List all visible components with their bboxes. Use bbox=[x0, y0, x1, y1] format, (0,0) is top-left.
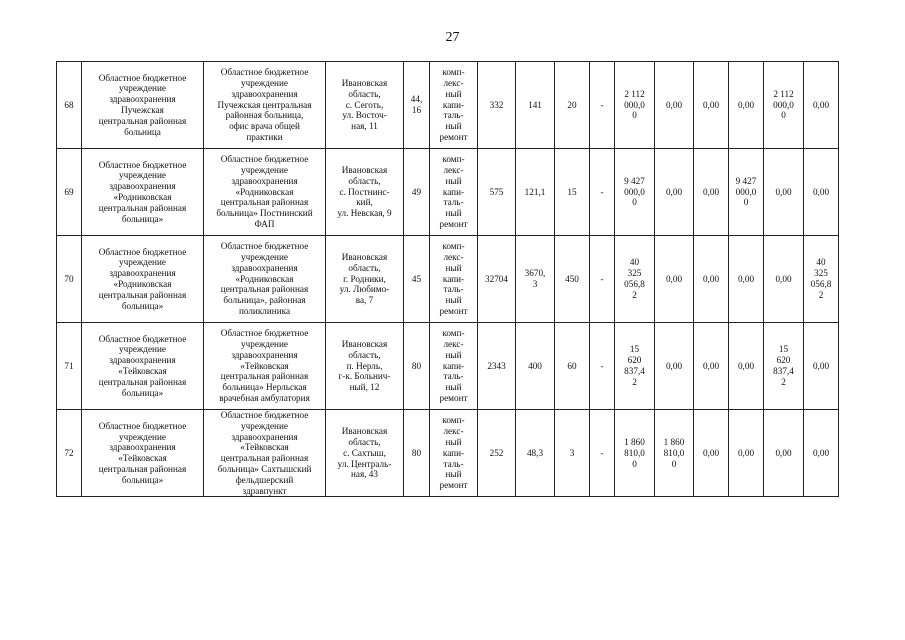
cell-text-line: 837,4 bbox=[773, 366, 794, 376]
cell-text-line: - bbox=[600, 360, 604, 371]
row-number-cell: 69 bbox=[57, 149, 82, 236]
cell-text-line: центральная районная bbox=[98, 289, 187, 300]
cell-text-line: центральная районная bbox=[98, 115, 187, 126]
cell-text-line: ный bbox=[445, 349, 462, 360]
value-cell bbox=[478, 323, 516, 410]
cell-text-line: 325 bbox=[814, 268, 828, 279]
cell-text-line: 16 bbox=[411, 105, 422, 115]
cell-text-line: 60 bbox=[567, 360, 577, 371]
cell-text-line: Областное бюджетное bbox=[220, 410, 309, 420]
cell-text-line: лекс- bbox=[443, 339, 464, 349]
recipient-cell bbox=[82, 410, 204, 497]
cell-text-line: 48,3 bbox=[526, 447, 544, 458]
cell-text-line: 0 bbox=[632, 197, 637, 208]
cell-text-line: «Родниковская bbox=[113, 279, 172, 289]
cell-text-line: центральная районная bbox=[98, 376, 187, 387]
amount-cell bbox=[764, 236, 804, 323]
cell-text-line: 2 bbox=[781, 376, 786, 387]
address-cell bbox=[326, 410, 404, 497]
capital-repair-table bbox=[56, 61, 839, 497]
value-cell bbox=[555, 323, 590, 410]
cell-text-line: 2 112 bbox=[773, 88, 794, 99]
cell-text-line: ный bbox=[445, 88, 462, 99]
cell-text-line: 2 bbox=[632, 289, 637, 300]
object-name-cell bbox=[204, 236, 326, 323]
amount-cell bbox=[655, 149, 694, 236]
cell-text-line: 3670, bbox=[524, 268, 546, 279]
cell-text-line: 3 bbox=[532, 279, 538, 289]
cell-text-line: больница» bbox=[121, 300, 164, 311]
cell-text-line: Областное бюджетное bbox=[220, 67, 309, 78]
value-cell bbox=[555, 410, 590, 497]
cell-text-line: учреждение bbox=[241, 165, 288, 175]
cell-text-line: Областное бюджетное bbox=[98, 159, 187, 170]
cell-text-line: больница» bbox=[121, 474, 164, 485]
cell-text-line: область, bbox=[348, 349, 381, 360]
cell-text-line: ул. Невская, 9 bbox=[337, 208, 392, 219]
cell-text-line: больница» bbox=[121, 387, 164, 398]
cell-text-line: 325 bbox=[627, 268, 642, 279]
cell-text-line: 575 bbox=[489, 186, 504, 197]
cell-text-line: 20 bbox=[567, 99, 577, 110]
cell-text-line: 45 bbox=[411, 273, 422, 284]
amount-cell bbox=[804, 410, 839, 497]
cell-text-line: Областное бюджетное bbox=[98, 72, 187, 83]
cell-text-line: поликлиника bbox=[238, 305, 291, 316]
cell-text-line: больница» Нерльская bbox=[222, 382, 307, 393]
cell-text-line: 2 bbox=[818, 289, 824, 300]
cell-text-line: 400 bbox=[528, 360, 542, 371]
cell-text-line: ва, 7 bbox=[355, 295, 374, 306]
cell-text-line: Областное бюджетное bbox=[98, 420, 187, 431]
value-cell bbox=[404, 62, 430, 149]
address-cell bbox=[326, 62, 404, 149]
value-cell bbox=[404, 149, 430, 236]
amount-cell bbox=[729, 149, 764, 236]
value-cell bbox=[555, 62, 590, 149]
table-row bbox=[57, 236, 839, 323]
cell-text-line: 000,0 bbox=[624, 99, 645, 110]
cell-text-line: 49 bbox=[411, 186, 422, 197]
cell-text-line: ремонт bbox=[439, 480, 468, 491]
object-name-cell bbox=[204, 410, 326, 497]
cell-text-line: ремонт bbox=[439, 392, 468, 403]
page-number: 27 bbox=[445, 30, 460, 45]
cell-text-line: 0 bbox=[743, 197, 749, 208]
cell-text-line: область, bbox=[348, 175, 381, 186]
cell-text-line: 32704 bbox=[485, 273, 508, 284]
cell-text-line: 0,00 bbox=[737, 360, 755, 371]
value-cell bbox=[516, 323, 555, 410]
cell-text-line: таль- bbox=[443, 110, 464, 121]
cell-text-line: ный bbox=[445, 382, 462, 393]
cell-text-line: ная, 43 bbox=[350, 469, 378, 480]
cell-text-line: область, bbox=[348, 88, 381, 99]
cell-text-line: 0,00 bbox=[665, 99, 683, 110]
cell-text-line: лекс- bbox=[443, 78, 464, 88]
cell-text-line: здравоохранения bbox=[231, 175, 298, 186]
cell-text-line: 2 112 bbox=[624, 88, 645, 99]
cell-text-line: таль- bbox=[443, 197, 464, 208]
work-type-cell bbox=[430, 410, 478, 497]
row-number-cell: 68 bbox=[57, 62, 82, 149]
cell-text-line: учреждение bbox=[241, 252, 288, 262]
value-cell bbox=[478, 149, 516, 236]
cell-text-line: фельдшерский bbox=[235, 474, 294, 485]
cell-text-line: здравоохранения bbox=[231, 262, 298, 273]
cell-text-line: «Родниковская bbox=[235, 273, 294, 284]
cell-text-line: 0,00 bbox=[702, 273, 720, 284]
cell-text-line: 0,00 bbox=[665, 273, 683, 284]
cell-text-line: 2 bbox=[632, 376, 637, 387]
amount-cell bbox=[655, 236, 694, 323]
cell-text-line: 80 bbox=[411, 360, 422, 371]
cell-text-line: 000,0 bbox=[735, 186, 757, 197]
cell-text-line: «Тейковская bbox=[240, 442, 289, 453]
cell-text-line: Ивановская bbox=[341, 252, 388, 262]
cell-text-line: врачебная амбулатория bbox=[219, 392, 310, 403]
cell-text-line: здравпункт bbox=[242, 485, 287, 496]
cell-text-line: г-к. Больнич- bbox=[338, 371, 391, 382]
value-cell bbox=[590, 323, 615, 410]
cell-text-line: учреждение bbox=[241, 420, 288, 431]
work-type-cell bbox=[430, 149, 478, 236]
table-row bbox=[57, 149, 839, 236]
cell-text-line: 0,00 bbox=[702, 360, 720, 371]
row-number-cell: 71 bbox=[57, 323, 82, 410]
cell-text-line: центральная районная bbox=[98, 463, 187, 474]
cell-text-line: центральная районная bbox=[220, 453, 309, 464]
recipient-cell bbox=[82, 323, 204, 410]
cell-text-line: ный bbox=[445, 295, 462, 306]
amount-cell bbox=[615, 62, 655, 149]
cell-text-line: - bbox=[600, 186, 604, 197]
cell-text-line: 450 bbox=[565, 273, 579, 284]
address-cell bbox=[326, 236, 404, 323]
cell-text-line: «Тейковская bbox=[118, 366, 167, 376]
value-cell bbox=[478, 236, 516, 323]
cell-text-line: комп- bbox=[442, 328, 465, 339]
cell-text-line: Пучежская bbox=[121, 105, 164, 115]
cell-text-line: центральная районная bbox=[220, 197, 309, 208]
cell-text-line: практики bbox=[246, 131, 283, 142]
table-row bbox=[57, 410, 839, 497]
cell-text-line: здравоохранения bbox=[231, 431, 298, 442]
table-body bbox=[57, 62, 839, 497]
value-cell bbox=[516, 62, 555, 149]
cell-text-line: 0 bbox=[632, 110, 637, 121]
amount-cell bbox=[729, 323, 764, 410]
cell-text-line: здравоохранения bbox=[109, 181, 176, 192]
recipient-cell bbox=[82, 62, 204, 149]
cell-text-line: ремонт bbox=[439, 218, 468, 229]
cell-text-line: г. Родники, bbox=[343, 273, 386, 284]
cell-text-line: 0,00 bbox=[702, 186, 720, 197]
cell-text-line: центральная районная bbox=[98, 202, 187, 213]
cell-text-line: 0,00 bbox=[737, 99, 755, 110]
amount-cell bbox=[804, 323, 839, 410]
cell-text-line: 810,0 bbox=[663, 447, 685, 458]
cell-text-line: 0,00 bbox=[775, 447, 792, 458]
cell-text-line: 0,00 bbox=[812, 447, 830, 458]
cell-text-line: капи- bbox=[442, 99, 465, 110]
work-type-cell bbox=[430, 62, 478, 149]
cell-text-line: «Тейковская bbox=[240, 360, 289, 371]
cell-text-line: Пучежская центральная bbox=[217, 99, 312, 110]
cell-text-line: лекс- bbox=[443, 165, 464, 175]
cell-text-line: - bbox=[600, 99, 604, 110]
cell-text-line: капи- bbox=[442, 186, 465, 197]
cell-text-line: 620 bbox=[627, 355, 642, 366]
value-cell bbox=[516, 236, 555, 323]
recipient-cell bbox=[82, 236, 204, 323]
cell-text-line: Ивановская bbox=[341, 165, 388, 175]
cell-text-line: 810,0 bbox=[624, 447, 645, 458]
amount-cell bbox=[694, 62, 729, 149]
cell-text-line: 0,00 bbox=[812, 360, 830, 371]
cell-text-line: 620 bbox=[776, 355, 791, 366]
value-cell bbox=[555, 149, 590, 236]
cell-text-line: кий, bbox=[356, 197, 373, 208]
amount-cell bbox=[655, 62, 694, 149]
work-type-cell bbox=[430, 236, 478, 323]
cell-text-line: здравоохранения bbox=[109, 355, 176, 366]
cell-text-line: ный bbox=[445, 469, 462, 480]
cell-text-line: 0,00 bbox=[812, 186, 830, 197]
cell-text-line: Областное бюджетное bbox=[220, 154, 309, 165]
object-name-cell bbox=[204, 62, 326, 149]
cell-text-line: ная, 11 bbox=[351, 121, 378, 132]
cell-text-line: «Родниковская bbox=[113, 192, 172, 202]
amount-cell bbox=[694, 410, 729, 497]
amount-cell bbox=[804, 62, 839, 149]
value-cell bbox=[590, 62, 615, 149]
amount-cell bbox=[655, 323, 694, 410]
cell-text-line: 0,00 bbox=[702, 447, 720, 458]
cell-text-line: 9 427 bbox=[735, 175, 757, 186]
cell-text-line: ул. Централь- bbox=[337, 458, 392, 469]
cell-text-line: 1 860 bbox=[663, 436, 685, 447]
cell-text-line: ул. Восточ- bbox=[342, 110, 387, 121]
cell-text-line: 252 bbox=[489, 447, 504, 458]
cell-text-line: районная больница, bbox=[225, 110, 304, 121]
address-cell bbox=[326, 149, 404, 236]
cell-text-line: ный bbox=[445, 175, 462, 186]
cell-text-line: 9 427 bbox=[624, 175, 645, 186]
cell-text-line: 0,00 bbox=[737, 447, 755, 458]
amount-cell bbox=[615, 410, 655, 497]
value-cell bbox=[555, 236, 590, 323]
cell-text-line: 000,0 bbox=[624, 186, 645, 197]
cell-text-line: Областное бюджетное bbox=[220, 241, 309, 252]
cell-text-line: здравоохранения bbox=[109, 94, 176, 105]
cell-text-line: офис врача общей bbox=[229, 121, 300, 132]
cell-text-line: 15 bbox=[567, 186, 577, 197]
cell-text-line: комп- bbox=[442, 67, 465, 78]
cell-text-line: лекс- bbox=[443, 252, 464, 262]
cell-text-line: здравоохранения bbox=[109, 442, 176, 453]
cell-text-line: 0,00 bbox=[665, 186, 683, 197]
cell-text-line: 121,1 bbox=[524, 186, 546, 197]
cell-text-line: Ивановская bbox=[341, 78, 388, 88]
cell-text-line: больница» Постнинский bbox=[216, 208, 313, 219]
cell-text-line: с. Постнинс- bbox=[339, 186, 390, 197]
value-cell bbox=[404, 410, 430, 497]
cell-text-line: ремонт bbox=[439, 305, 468, 316]
value-cell bbox=[478, 410, 516, 497]
cell-text-line: учреждение bbox=[119, 257, 166, 268]
work-type-cell bbox=[430, 323, 478, 410]
value-cell bbox=[590, 410, 615, 497]
cell-text-line: 0,00 bbox=[737, 273, 755, 284]
amount-cell bbox=[804, 149, 839, 236]
value-cell bbox=[590, 236, 615, 323]
amount-cell bbox=[764, 62, 804, 149]
cell-text-line: - bbox=[600, 273, 604, 284]
cell-text-line: капи- bbox=[442, 360, 465, 371]
cell-text-line: - bbox=[600, 447, 604, 458]
cell-text-line: ный bbox=[445, 121, 462, 132]
cell-text-line: ный bbox=[445, 208, 462, 219]
cell-text-line: ный, 12 bbox=[349, 382, 380, 393]
cell-text-line: 056,8 bbox=[810, 279, 832, 289]
cell-text-line: 80 bbox=[411, 447, 422, 458]
cell-text-line: учреждение bbox=[241, 339, 288, 349]
amount-cell bbox=[694, 149, 729, 236]
cell-text-line: ный bbox=[445, 436, 462, 447]
cell-text-line: Областное бюджетное bbox=[98, 246, 187, 257]
cell-text-line: 1 860 bbox=[624, 436, 645, 447]
value-cell bbox=[478, 62, 516, 149]
cell-text-line: «Родниковская bbox=[235, 186, 294, 197]
cell-text-line: здравоохранения bbox=[231, 349, 298, 360]
cell-text-line: 44, bbox=[410, 94, 423, 105]
cell-text-line: область, bbox=[348, 262, 381, 273]
amount-cell bbox=[804, 236, 839, 323]
cell-text-line: учреждение bbox=[119, 170, 166, 181]
cell-text-line: 40 bbox=[816, 257, 826, 268]
cell-text-line: 3 bbox=[569, 447, 575, 458]
amount-cell bbox=[615, 236, 655, 323]
cell-text-line: 056,8 bbox=[624, 279, 645, 289]
recipient-cell bbox=[82, 149, 204, 236]
cell-text-line: 0 bbox=[632, 458, 637, 469]
cell-text-line: Ивановская bbox=[341, 339, 388, 349]
cell-text-line: учреждение bbox=[119, 431, 166, 442]
cell-text-line: Ивановская bbox=[341, 426, 388, 437]
cell-text-line: 0 bbox=[671, 458, 677, 469]
cell-text-line: 837,4 bbox=[624, 366, 645, 376]
cell-text-line: Областное бюджетное bbox=[98, 333, 187, 344]
amount-cell bbox=[615, 149, 655, 236]
cell-text-line: 0,00 bbox=[702, 99, 720, 110]
cell-text-line: таль- bbox=[443, 284, 464, 295]
cell-text-line: больница» bbox=[121, 213, 164, 224]
amount-cell bbox=[655, 410, 694, 497]
cell-text-line: центральная районная bbox=[220, 371, 309, 382]
amount-cell bbox=[764, 410, 804, 497]
table-row bbox=[57, 323, 839, 410]
cell-text-line: п. Нерль, bbox=[346, 360, 383, 371]
value-cell bbox=[404, 236, 430, 323]
cell-text-line: комп- bbox=[442, 415, 465, 426]
object-name-cell bbox=[204, 149, 326, 236]
cell-text-line: 000,0 bbox=[773, 99, 794, 110]
cell-text-line: учреждение bbox=[119, 344, 166, 355]
cell-text-line: 0,00 bbox=[775, 186, 792, 197]
value-cell bbox=[404, 323, 430, 410]
value-cell bbox=[590, 149, 615, 236]
cell-text-line: больница» Сахтышский bbox=[217, 463, 312, 474]
cell-text-line: таль- bbox=[443, 371, 464, 382]
cell-text-line: ул. Любимо- bbox=[339, 284, 390, 295]
cell-text-line: лекс- bbox=[443, 426, 464, 437]
cell-text-line: с. Сеготь, bbox=[345, 99, 384, 110]
cell-text-line: здравоохранения bbox=[231, 88, 298, 99]
cell-text-line: 0,00 bbox=[665, 360, 683, 371]
cell-text-line: 15 bbox=[629, 344, 640, 355]
cell-text-line: 0 bbox=[781, 110, 786, 121]
cell-text-line: 141 bbox=[528, 99, 542, 110]
cell-text-line: таль- bbox=[443, 458, 464, 469]
table-row bbox=[57, 62, 839, 149]
value-cell bbox=[516, 149, 555, 236]
cell-text-line: 40 bbox=[629, 257, 640, 268]
address-cell bbox=[326, 323, 404, 410]
amount-cell bbox=[615, 323, 655, 410]
amount-cell bbox=[694, 236, 729, 323]
cell-text-line: центральная районная bbox=[220, 284, 309, 295]
cell-text-line: 2343 bbox=[487, 360, 506, 371]
cell-text-line: область, bbox=[348, 436, 381, 447]
amount-cell bbox=[694, 323, 729, 410]
cell-text-line: комп- bbox=[442, 241, 465, 252]
cell-text-line: с. Сахтыш, bbox=[343, 447, 386, 458]
amount-cell bbox=[729, 62, 764, 149]
amount-cell bbox=[764, 323, 804, 410]
object-name-cell bbox=[204, 323, 326, 410]
cell-text-line: 0,00 bbox=[812, 99, 830, 110]
cell-text-line: Областное бюджетное bbox=[220, 328, 309, 339]
cell-text-line: учреждение bbox=[119, 83, 166, 94]
cell-text-line: больница bbox=[124, 126, 161, 137]
cell-text-line: ный bbox=[445, 262, 462, 273]
cell-text-line: больница», районная bbox=[223, 295, 306, 306]
row-number-cell: 70 bbox=[57, 236, 82, 323]
cell-text-line: 0,00 bbox=[775, 273, 792, 284]
amount-cell bbox=[729, 236, 764, 323]
cell-text-line: капи- bbox=[442, 447, 465, 458]
row-number-cell: 72 bbox=[57, 410, 82, 497]
cell-text-line: «Тейковская bbox=[118, 453, 167, 464]
cell-text-line: ФАП bbox=[254, 218, 275, 229]
cell-text-line: 332 bbox=[489, 99, 504, 110]
cell-text-line: здравоохранения bbox=[109, 268, 176, 279]
amount-cell bbox=[764, 149, 804, 236]
cell-text-line: комп- bbox=[442, 154, 465, 165]
cell-text-line: учреждение bbox=[241, 78, 288, 88]
cell-text-line: капи- bbox=[442, 273, 465, 284]
amount-cell bbox=[729, 410, 764, 497]
cell-text-line: ремонт bbox=[439, 131, 468, 142]
value-cell bbox=[516, 410, 555, 497]
cell-text-line: 15 bbox=[778, 344, 789, 355]
